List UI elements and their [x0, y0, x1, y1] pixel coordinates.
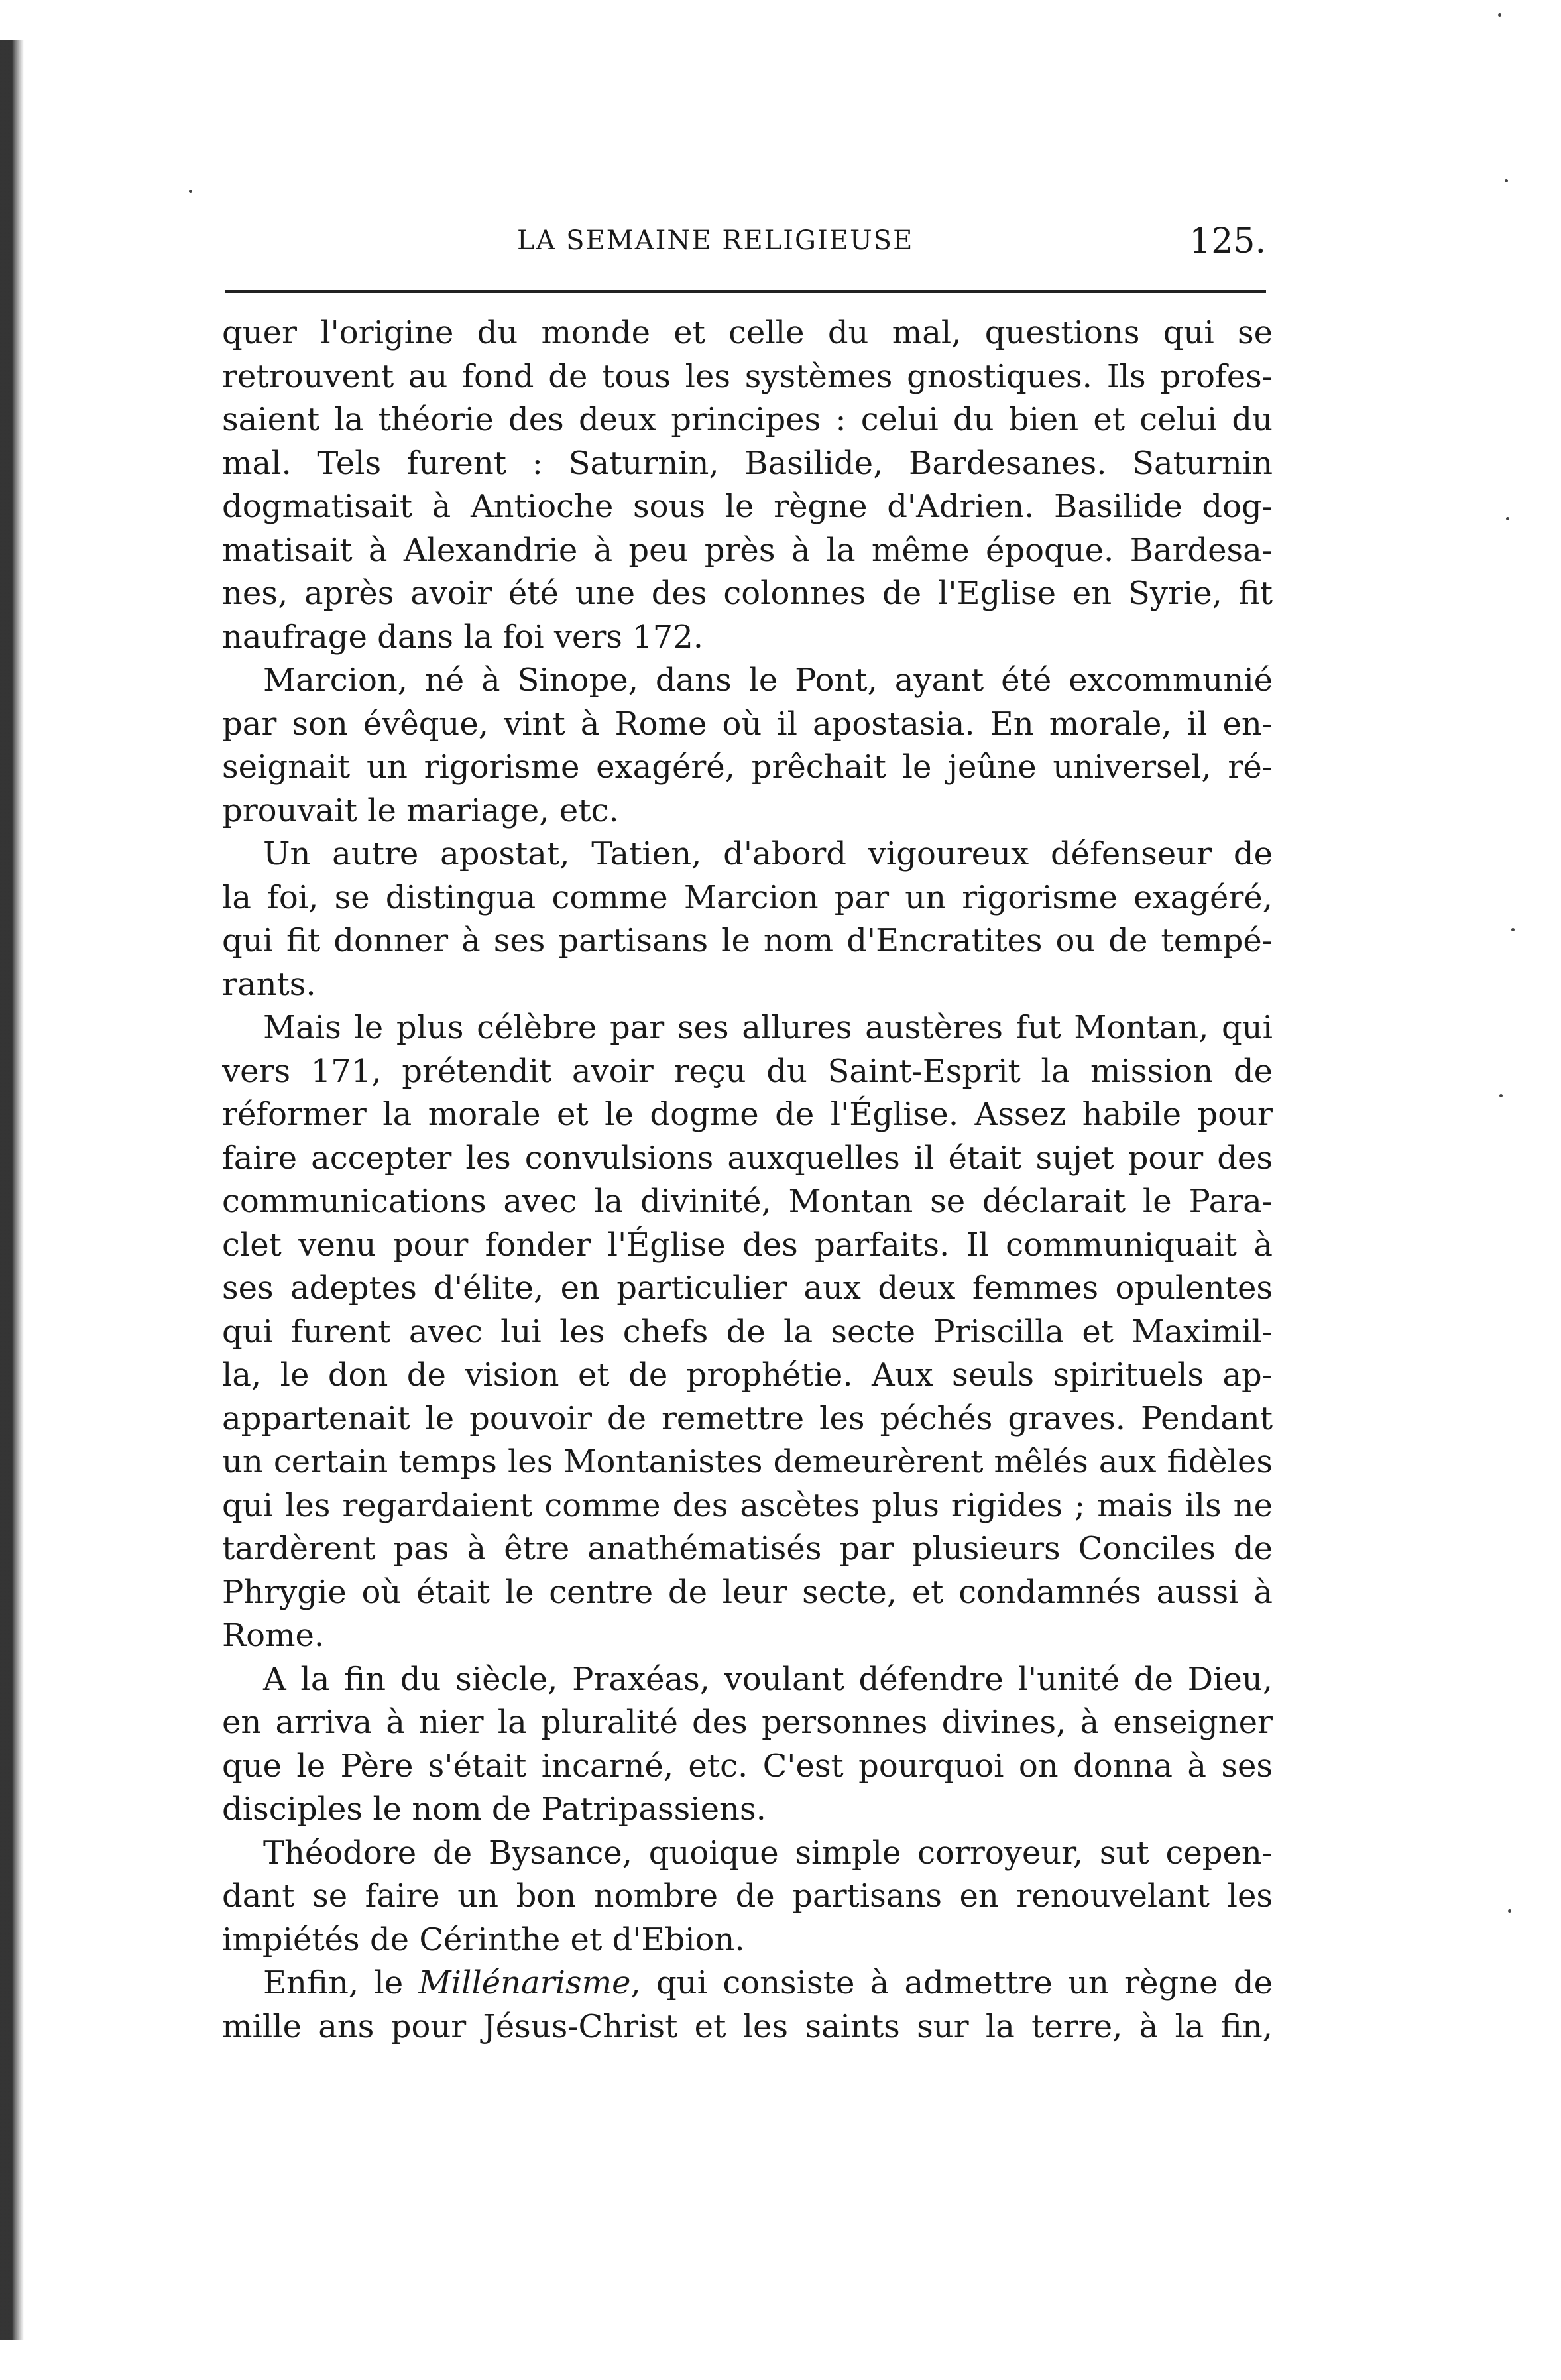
text-line: communications avec la divinité, Montan se déclarait le Para-	[222, 1183, 1273, 1220]
text-line: ses adeptes d'élite, en particulier aux deux femmes opulentes	[222, 1270, 1273, 1307]
scan-speck	[1511, 928, 1515, 931]
text-line: qui furent avec lui les chefs de la secte Priscilla et Maximil-	[222, 1313, 1273, 1350]
text-line: seignait un rigorisme exagéré, prêchait le jeûne universel, ré-	[222, 748, 1273, 786]
text-line: Marcion, né à Sinope, dans le Pont, ayant été excommunié	[263, 662, 1273, 699]
paragraph-praxeas	[222, 1658, 1273, 1832]
text-line: rants.	[222, 965, 316, 1003]
scan-binding-edge	[0, 40, 24, 2340]
text-line: la foi, se distingua comme Marcion par un rigorisme exagéré,	[222, 878, 1273, 916]
text-line: disciples le nom de Patripassiens.	[222, 1791, 766, 1828]
text-line: en arriva à nier la pluralité des personnes divines, à enseigner	[222, 1704, 1273, 1741]
header-rule	[225, 290, 1266, 293]
text-line: clet venu pour fonder l'Église des parfaits. Il communiquait à	[222, 1226, 1273, 1264]
text-line: matisait à Alexandrie à peu près à la même époque. Bardesa-	[222, 531, 1273, 569]
text-line: qui les regardaient comme des ascètes plus rigides ; mais ils ne	[222, 1486, 1273, 1524]
text-line: Phrygie où était le centre de leur secte, et condamnés aussi à	[222, 1573, 1273, 1611]
page-number: 125.	[1189, 221, 1266, 261]
scan-speck	[1506, 517, 1509, 520]
scan-speck	[189, 190, 192, 193]
text-line: appartenait le pouvoir de remettre les péchés graves. Pendant	[222, 1399, 1273, 1437]
text-line: un certain temps les Montanistes demeurèrent mêlés aux fidèles	[222, 1443, 1273, 1480]
text-line: réformer la morale et le dogme de l'Église. Assez habile pour	[222, 1096, 1273, 1133]
running-head	[225, 221, 1266, 272]
text-line: quer l'origine du monde et celle du mal, questions qui se	[222, 314, 1273, 351]
text-line: impiétés de Cérinthe et d'Ebion.	[222, 1921, 745, 1958]
body-text	[222, 312, 1273, 2049]
scan-speck	[1505, 179, 1508, 182]
text-line: dogmatisait à Antioche sous le règne d'Adrien. Basilide dog-	[222, 488, 1273, 525]
text-line: naufrage dans la foi vers 172.	[222, 618, 704, 656]
text-line: par son évêque, vint à Rome où il apostasia. En morale, il en-	[222, 705, 1273, 743]
text-line: Mais le plus célèbre par ses allures austères fut Montan, qui	[263, 1009, 1273, 1046]
text-line: dant se faire un bon nombre de partisans en renouvelant les	[222, 1877, 1273, 1915]
text-line: vers 171, prétendit avoir reçu du Saint-Esprit la mission de	[222, 1052, 1273, 1090]
text-line: la, le don de vision et de prophétie. Aux seuls spirituels ap-	[222, 1356, 1273, 1394]
italic-term: Millénarisme	[418, 1964, 631, 2001]
text-line: nes, après avoir été une des colonnes de l'Eglise en Syrie, fit	[222, 575, 1273, 612]
text-line: Enfin, le Millénarisme, qui consiste à admettre un règne de	[263, 1964, 1273, 2001]
text-line: A la fin du siècle, Praxéas, voulant défendre l'unité de Dieu,	[263, 1660, 1273, 1698]
text-line: mille ans pour Jésus-Christ et les saints sur la terre, à la fin,	[222, 2007, 1273, 2045]
text-line: saient la théorie des deux principes : celui du bien et celui du	[222, 401, 1273, 438]
text-line: retrouvent au fond de tous les systèmes gnostiques. Ils profes-	[222, 357, 1273, 395]
scan-speck	[1498, 13, 1501, 17]
paragraph-montan	[222, 1006, 1273, 1658]
paragraph-marcion	[222, 659, 1273, 833]
text-line: que le Père s'était incarné, etc. C'est pourquoi on donna à ses	[222, 1747, 1273, 1785]
paragraph-gnostics	[222, 312, 1273, 659]
text-line: faire accepter les convulsions auxquelles il était sujet pour des	[222, 1139, 1273, 1177]
text-line: Un autre apostat, Tatien, d'abord vigoureux défenseur de	[263, 835, 1273, 872]
text-line: prouvait le mariage, etc.	[222, 792, 619, 829]
scan-speck	[1499, 1094, 1503, 1097]
text-line: Rome.	[222, 1617, 325, 1654]
paragraph-tatien	[222, 833, 1273, 1006]
text-line: mal. Tels furent : Saturnin, Basilide, Bardesanes. Saturnin	[222, 444, 1273, 482]
text-line: qui fit donner à ses partisans le nom d'Encratites ou de tempé-	[222, 922, 1273, 959]
scan-speck	[1508, 1909, 1511, 1913]
paragraph-millenarisme	[222, 1962, 1273, 2049]
paragraph-theodore	[222, 1832, 1273, 1962]
text-line: Théodore de Bysance, quoique simple corroyeur, sut cepen-	[263, 1834, 1273, 1872]
text-line: tardèrent pas à être anathématisés par plusieurs Conciles de	[222, 1530, 1273, 1567]
running-title: LA SEMAINE RELIGIEUSE	[517, 225, 914, 256]
